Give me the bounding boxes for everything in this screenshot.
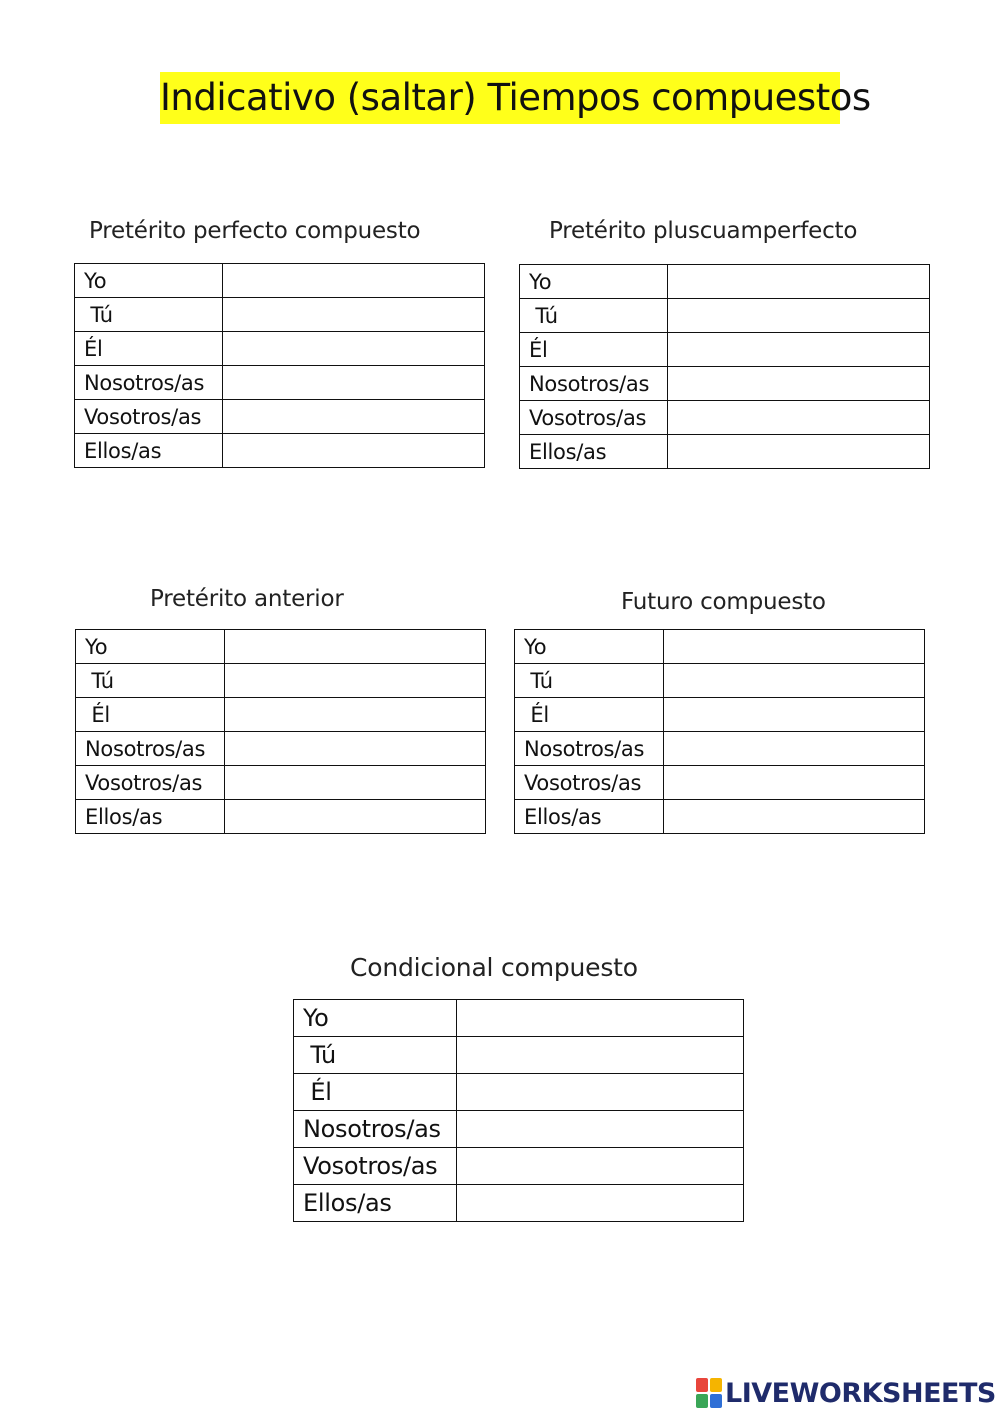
subject-label: Él	[75, 332, 223, 366]
answer-cell[interactable]	[223, 332, 485, 366]
answer-cell[interactable]	[664, 664, 925, 698]
subject-label: Vosotros/as	[520, 401, 668, 435]
subject-label: Yo	[515, 630, 664, 664]
answer-input[interactable]	[664, 630, 924, 663]
answer-cell[interactable]	[457, 1037, 744, 1074]
table-row	[520, 299, 930, 333]
subject-label: Yo	[294, 1000, 457, 1037]
subject-label: Yo	[76, 630, 225, 664]
table-row	[294, 1185, 744, 1222]
answer-input[interactable]	[225, 630, 485, 663]
answer-input[interactable]	[668, 333, 929, 366]
subject-label: Él	[294, 1074, 457, 1111]
table-row	[76, 732, 486, 766]
answer-cell[interactable]	[225, 698, 486, 732]
answer-input[interactable]	[457, 1000, 743, 1036]
subject-label: Nosotros/as	[520, 367, 668, 401]
table-preterito-perfecto-compuesto	[74, 263, 485, 468]
answer-cell[interactable]	[225, 732, 486, 766]
answer-input[interactable]	[225, 732, 485, 765]
subject-label: Nosotros/as	[294, 1111, 457, 1148]
subject-label: Tú	[75, 298, 223, 332]
answer-input[interactable]	[457, 1185, 743, 1221]
table-row	[520, 333, 930, 367]
answer-cell[interactable]	[223, 264, 485, 298]
table-row	[294, 1074, 744, 1111]
answer-cell[interactable]	[223, 298, 485, 332]
answer-input[interactable]	[225, 800, 485, 833]
answer-cell[interactable]	[225, 800, 486, 834]
table-row	[515, 732, 925, 766]
subject-label: Tú	[294, 1037, 457, 1074]
table-row	[515, 800, 925, 834]
table-futuro-compuesto	[514, 629, 925, 834]
answer-cell[interactable]	[668, 299, 930, 333]
subject-label: Ellos/as	[75, 434, 223, 468]
table-row	[294, 1037, 744, 1074]
table-row	[515, 766, 925, 800]
table-row	[75, 264, 485, 298]
subject-label: Ellos/as	[76, 800, 225, 834]
answer-cell[interactable]	[223, 400, 485, 434]
subject-label: Nosotros/as	[76, 732, 225, 766]
answer-cell[interactable]	[664, 766, 925, 800]
answer-input[interactable]	[668, 299, 929, 332]
table-row	[76, 800, 486, 834]
heading-condicional-compuesto: Condicional compuesto	[350, 953, 638, 982]
answer-cell[interactable]	[668, 401, 930, 435]
answer-input[interactable]	[668, 265, 929, 298]
table-row	[75, 400, 485, 434]
table-row	[520, 367, 930, 401]
subject-label: Vosotros/as	[75, 400, 223, 434]
answer-cell[interactable]	[668, 265, 930, 299]
answer-input[interactable]	[664, 664, 924, 697]
liveworksheets-logo-icon	[696, 1378, 722, 1408]
table-row	[515, 698, 925, 732]
logo-text: LIVEWORKSHEETS	[725, 1377, 996, 1409]
answer-input[interactable]	[223, 434, 484, 467]
answer-input[interactable]	[225, 698, 485, 731]
page-title: Indicativo (saltar) Tiempos compuestos	[160, 72, 840, 124]
answer-input[interactable]	[457, 1074, 743, 1110]
table-row	[520, 265, 930, 299]
table-row	[520, 435, 930, 469]
answer-input[interactable]	[225, 664, 485, 697]
answer-cell[interactable]	[664, 630, 925, 664]
answer-input[interactable]	[223, 400, 484, 433]
subject-label: Vosotros/as	[515, 766, 664, 800]
subject-label: Nosotros/as	[75, 366, 223, 400]
answer-input[interactable]	[223, 366, 484, 399]
subject-label: Tú	[76, 664, 225, 698]
answer-cell[interactable]	[223, 366, 485, 400]
table-row	[76, 664, 486, 698]
table-row	[75, 434, 485, 468]
subject-label: Tú	[515, 664, 664, 698]
answer-input[interactable]	[223, 264, 484, 297]
heading-preterito-perfecto-compuesto: Pretérito perfecto compuesto	[89, 218, 421, 244]
answer-input[interactable]	[664, 698, 924, 731]
answer-cell[interactable]	[225, 630, 486, 664]
answer-input[interactable]	[223, 298, 484, 331]
answer-cell[interactable]	[664, 698, 925, 732]
table-row	[76, 766, 486, 800]
answer-input[interactable]	[668, 435, 929, 468]
answer-cell[interactable]	[664, 800, 925, 834]
table-row	[76, 698, 486, 732]
table-row	[520, 401, 930, 435]
answer-cell[interactable]	[664, 732, 925, 766]
answer-input[interactable]	[664, 800, 924, 833]
subject-label: Él	[520, 333, 668, 367]
liveworksheets-logo[interactable]	[696, 1376, 996, 1410]
answer-input[interactable]	[664, 766, 924, 799]
heading-preterito-pluscuamperfecto: Pretérito pluscuamperfecto	[549, 218, 858, 244]
answer-input[interactable]	[668, 367, 929, 400]
table-row	[76, 630, 486, 664]
table-row	[515, 664, 925, 698]
table-row	[294, 1148, 744, 1185]
answer-input[interactable]	[668, 401, 929, 434]
table-row	[515, 630, 925, 664]
answer-cell[interactable]	[457, 1111, 744, 1148]
answer-cell[interactable]	[457, 1148, 744, 1185]
table-preterito-pluscuamperfecto	[519, 264, 930, 469]
subject-label: Nosotros/as	[515, 732, 664, 766]
table-preterito-anterior	[75, 629, 486, 834]
table-row	[75, 332, 485, 366]
answer-input[interactable]	[664, 732, 924, 765]
heading-futuro-compuesto: Futuro compuesto	[621, 589, 826, 615]
answer-input[interactable]	[223, 332, 484, 365]
table-row	[75, 298, 485, 332]
answer-cell[interactable]	[223, 434, 485, 468]
answer-cell[interactable]	[457, 1074, 744, 1111]
subject-label: Yo	[75, 264, 223, 298]
subject-label: Vosotros/as	[294, 1148, 457, 1185]
subject-label: Ellos/as	[520, 435, 668, 469]
table-row	[294, 1111, 744, 1148]
answer-cell[interactable]	[457, 1185, 744, 1222]
answer-input[interactable]	[457, 1148, 743, 1184]
subject-label: Él	[515, 698, 664, 732]
answer-cell[interactable]	[668, 435, 930, 469]
subject-label: Vosotros/as	[76, 766, 225, 800]
answer-input[interactable]	[225, 766, 485, 799]
subject-label: Yo	[520, 265, 668, 299]
table-row	[75, 366, 485, 400]
subject-label: Tú	[520, 299, 668, 333]
answer-cell[interactable]	[668, 367, 930, 401]
answer-input[interactable]	[457, 1037, 743, 1073]
answer-input[interactable]	[457, 1111, 743, 1147]
subject-label: Ellos/as	[294, 1185, 457, 1222]
answer-cell[interactable]	[225, 766, 486, 800]
table-condicional-compuesto	[293, 999, 744, 1222]
answer-cell[interactable]	[668, 333, 930, 367]
subject-label: Ellos/as	[515, 800, 664, 834]
subject-label: Él	[76, 698, 225, 732]
answer-cell[interactable]	[225, 664, 486, 698]
heading-preterito-anterior: Pretérito anterior	[150, 586, 344, 612]
table-row	[294, 1000, 744, 1037]
answer-cell[interactable]	[457, 1000, 744, 1037]
